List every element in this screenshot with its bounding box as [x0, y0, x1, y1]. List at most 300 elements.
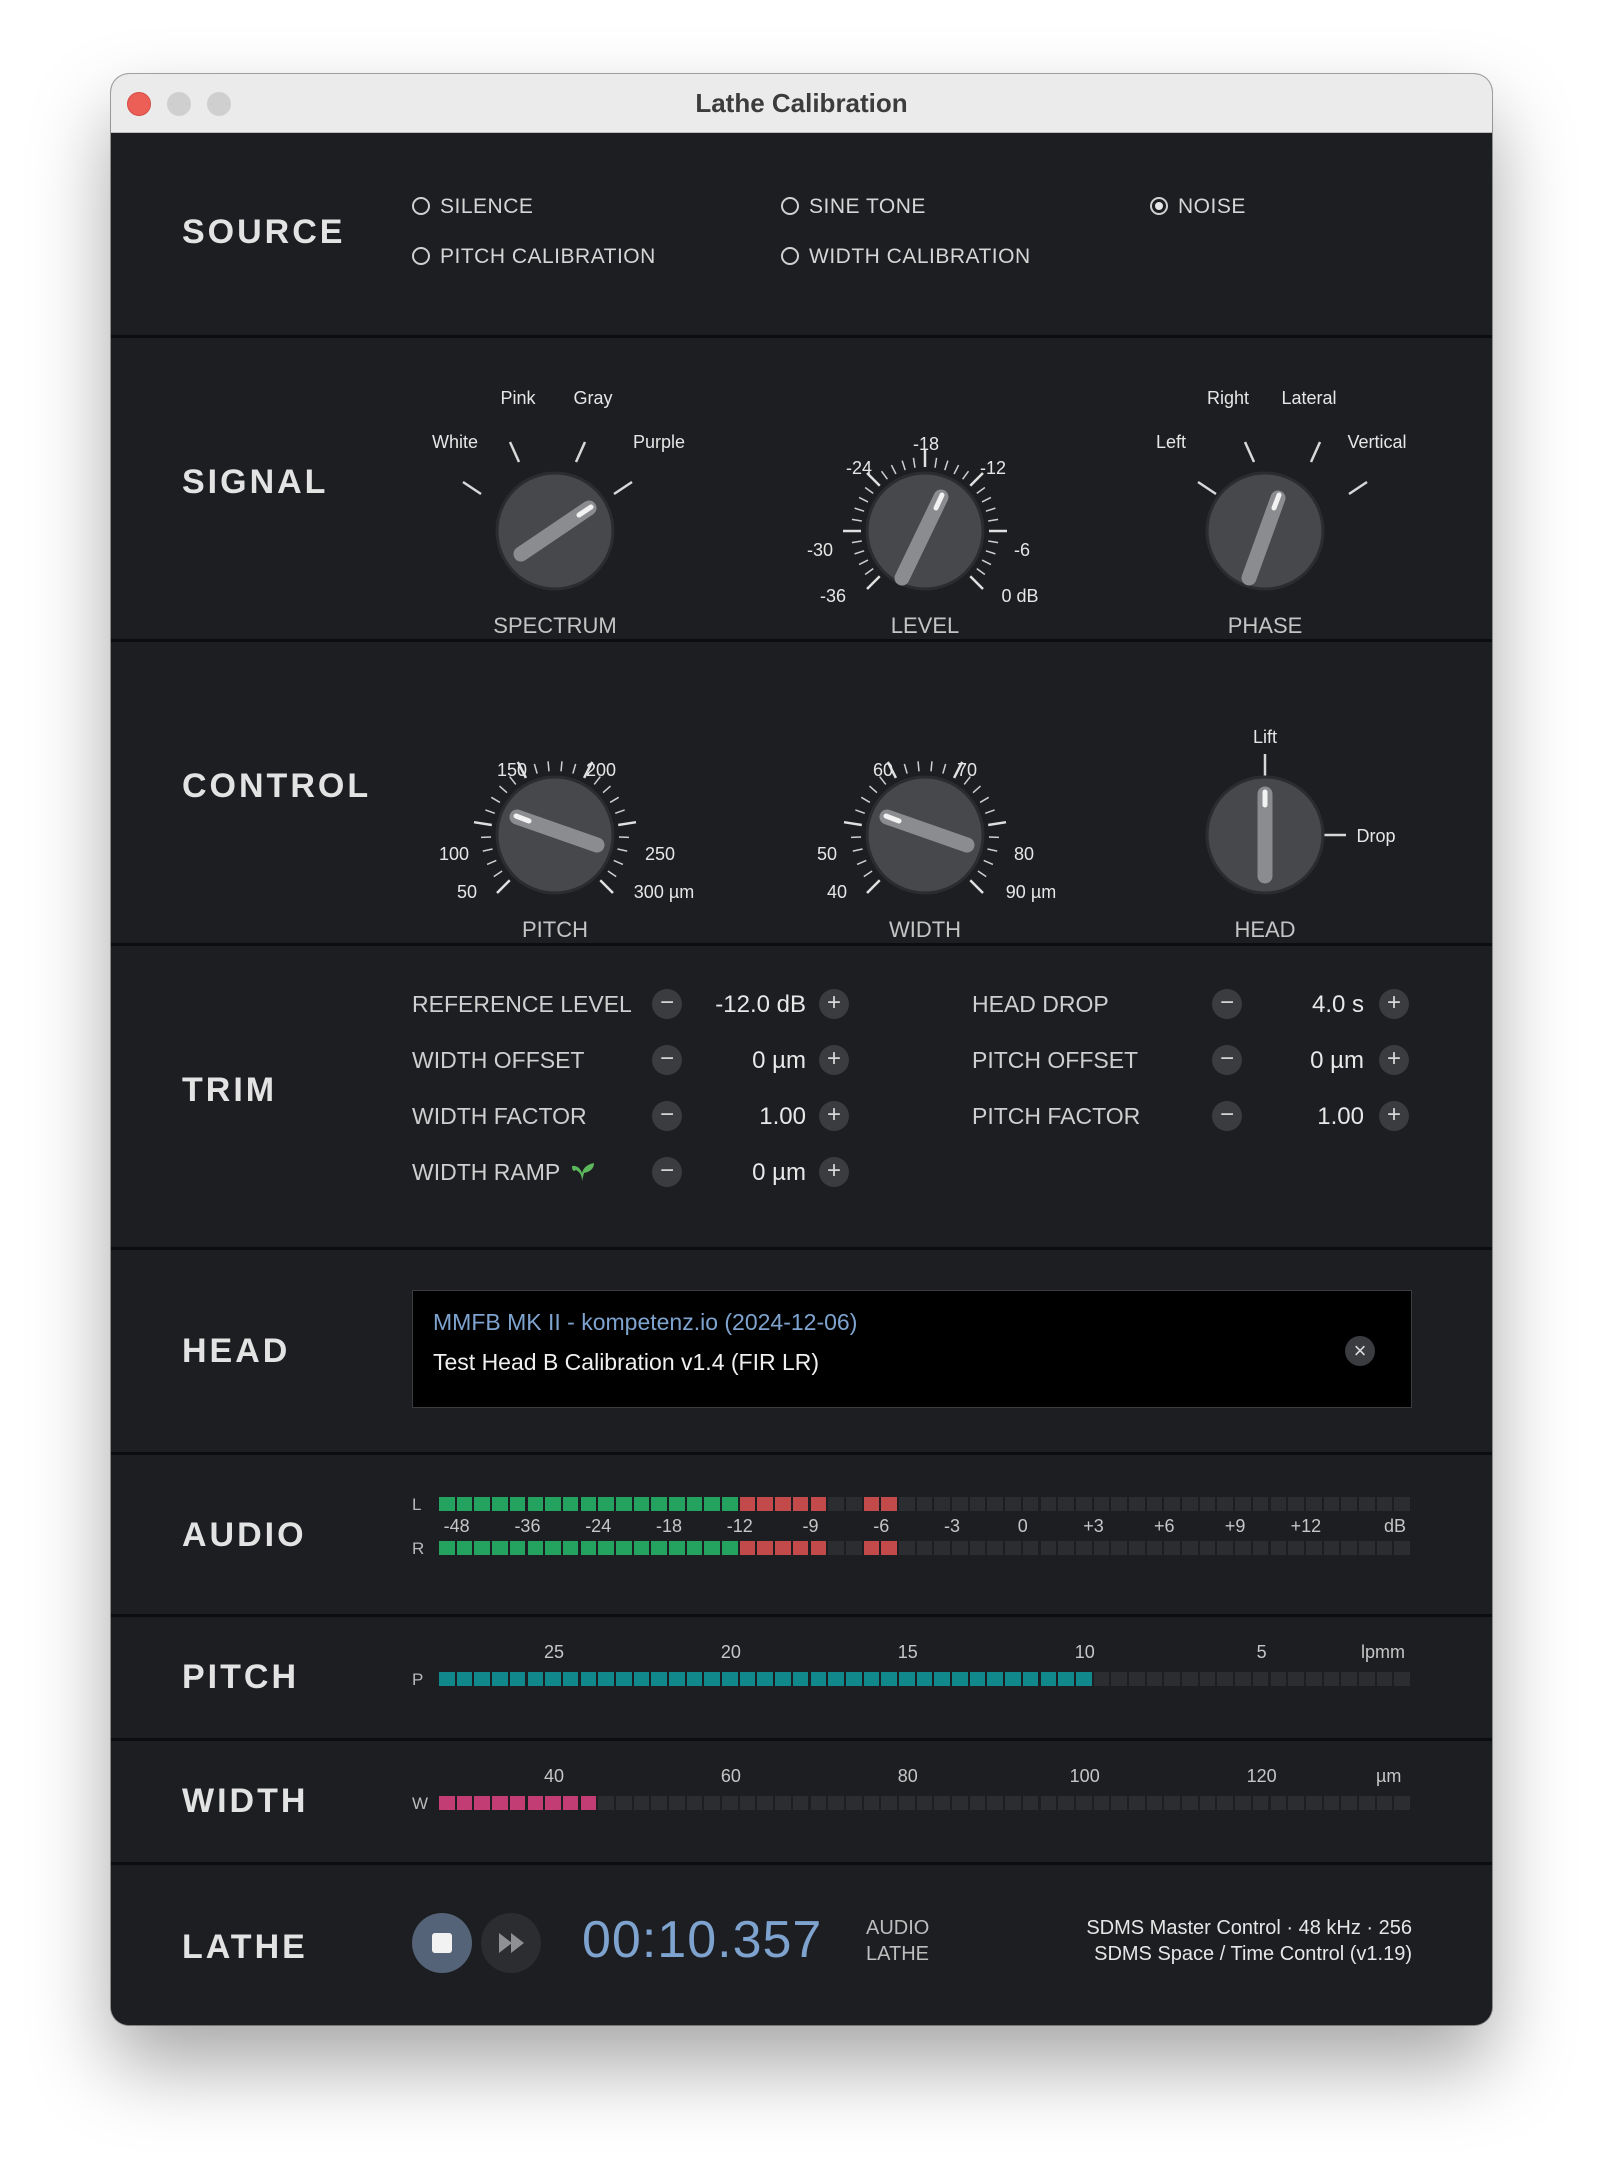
meter-segment [581, 1796, 597, 1810]
scale-label: 15 [897, 1642, 918, 1662]
meter-segment [669, 1541, 685, 1555]
trim-increment-button[interactable]: + [1379, 1045, 1409, 1075]
app-window [111, 74, 1492, 2025]
knob-minor-tick [954, 465, 959, 474]
knob-minor-tick [534, 764, 537, 774]
knob-minor-tick [615, 810, 624, 813]
meter-segment [581, 1497, 597, 1511]
knob-minor-tick [918, 761, 919, 771]
meter-segment [1200, 1796, 1216, 1810]
meter-segment [881, 1497, 897, 1511]
level-knob[interactable] [807, 434, 1039, 638]
trim-decrement-button[interactable]: − [652, 1157, 682, 1187]
meter-segment [1147, 1497, 1163, 1511]
meter-segment [704, 1796, 720, 1810]
knob-minor-tick [864, 871, 872, 877]
meter-segment [881, 1672, 897, 1686]
meter-segment [1377, 1541, 1393, 1555]
pitch-label: PITCH [182, 1658, 299, 1696]
trim-row-label: WIDTH OFFSET [412, 1047, 585, 1073]
meter-segment [864, 1541, 880, 1555]
trim-section [111, 946, 1492, 1250]
knob-minor-tick [902, 461, 905, 471]
meter-segment [1341, 1541, 1357, 1555]
knob-major-tick [988, 822, 1006, 825]
meter-segment [1235, 1796, 1251, 1810]
meter-segment [634, 1497, 650, 1511]
meter-segment [1306, 1672, 1322, 1686]
radio-circle-icon [412, 247, 430, 265]
radio-width-calibration[interactable]: WIDTH CALIBRATION [781, 245, 1031, 269]
trim-increment-button[interactable]: + [819, 989, 849, 1019]
trim-value: 0 µm [752, 1159, 806, 1186]
meter-segment [970, 1672, 986, 1686]
trim-decrement-button[interactable]: − [652, 1045, 682, 1075]
knob-major-tick [474, 822, 492, 825]
meter-segment [1023, 1672, 1039, 1686]
tick-label: Right [1206, 388, 1250, 408]
meter-segment [545, 1796, 561, 1810]
trim-value: -12.0 dB [715, 991, 806, 1018]
meter-segment [1217, 1796, 1233, 1810]
trim-label: TRIM [182, 1071, 278, 1109]
knob-minor-tick [861, 797, 870, 802]
trim-row-label: PITCH FACTOR [972, 1103, 1141, 1129]
meter-segment [439, 1541, 455, 1555]
meter-segment [811, 1796, 827, 1810]
meter-segment [881, 1541, 897, 1555]
engine-info-line2: SDMS Space / Time Control (v1.19) [1094, 1943, 1412, 1965]
knob-minor-tick [610, 797, 619, 802]
pitch-knob[interactable] [439, 760, 694, 942]
fast-forward-button[interactable] [481, 1913, 541, 1973]
meter-segment [811, 1497, 827, 1511]
knob-minor-tick [977, 488, 985, 494]
meter-segment [439, 1796, 455, 1810]
meter-segment [1306, 1796, 1322, 1810]
tick-label: 150 [496, 760, 528, 780]
meter-segment [917, 1497, 933, 1511]
window-title: Lathe Calibration [695, 88, 908, 118]
meter-segment [952, 1541, 968, 1555]
meter-segment [828, 1796, 844, 1810]
meter-segment [1182, 1541, 1198, 1555]
trim-decrement-button[interactable]: − [652, 1101, 682, 1131]
meter-segment [545, 1541, 561, 1555]
meter-segment [1341, 1672, 1357, 1686]
knob-minor-tick [855, 508, 865, 511]
meter-segment [970, 1497, 986, 1511]
meter-segment [651, 1497, 667, 1511]
scale-label: -48 [443, 1516, 470, 1536]
trim-decrement-button[interactable]: − [1212, 1101, 1242, 1131]
meter-segment [1394, 1497, 1410, 1511]
meter-segment [757, 1541, 773, 1555]
meter-segment [987, 1497, 1003, 1511]
knob-minor-tick [882, 471, 888, 479]
knob-minor-tick [963, 471, 969, 479]
head-knob[interactable] [1207, 727, 1396, 942]
meter-segment [987, 1541, 1003, 1555]
meter-segment [1164, 1497, 1180, 1511]
source-section [111, 133, 1492, 338]
radio-sine-tone[interactable]: SINE TONE [781, 195, 926, 219]
radio-silence[interactable]: SILENCE [412, 195, 533, 219]
trim-increment-button[interactable]: + [1379, 989, 1409, 1019]
meter-segment [581, 1541, 597, 1555]
meter-segment [987, 1672, 1003, 1686]
meter-segment [1041, 1497, 1057, 1511]
meter-segment [1058, 1497, 1074, 1511]
scale-label: lpmm [1361, 1642, 1405, 1662]
trim-row-label: WIDTH RAMP [412, 1159, 596, 1186]
tick-label: Left [1155, 432, 1187, 452]
trim-increment-button[interactable]: + [1379, 1101, 1409, 1131]
meter-segment [1129, 1541, 1145, 1555]
knob-minor-tick [617, 849, 627, 851]
meter-segment [1394, 1672, 1410, 1686]
elapsed-time: 00:10.357 [582, 1911, 823, 1969]
meter-segment [545, 1672, 561, 1686]
meter-segment [1394, 1796, 1410, 1810]
trim-increment-button[interactable]: + [819, 1045, 849, 1075]
knob-minor-tick [494, 871, 502, 877]
knob-minor-tick [980, 797, 989, 802]
meter-segment [1094, 1497, 1110, 1511]
tick-label: 300 µm [633, 882, 695, 902]
meter-segment [1235, 1672, 1251, 1686]
meter-segment [811, 1541, 827, 1555]
radio-pitch-calibration[interactable]: PITCH CALIBRATION [412, 245, 656, 269]
meter-segment [651, 1796, 667, 1810]
knob-major-tick [618, 822, 636, 825]
meter-segment [1288, 1541, 1304, 1555]
meter-segment [1111, 1541, 1127, 1555]
meter-segment [1164, 1796, 1180, 1810]
meter-segment [1288, 1497, 1304, 1511]
knob-minor-tick [935, 458, 937, 468]
tick-label: Vertical [1347, 432, 1407, 452]
meter-segment [864, 1796, 880, 1810]
width-knob[interactable] [817, 760, 1056, 942]
trim-decrement-button[interactable]: − [652, 989, 682, 1019]
tick-label: Gray [573, 388, 613, 408]
meter-segment [457, 1672, 473, 1686]
meter-segment [1235, 1541, 1251, 1555]
knob-minor-tick [548, 761, 549, 771]
tick-label: Lift [1252, 727, 1278, 747]
control-knobs [111, 642, 1492, 946]
trim-row-label: WIDTH FACTOR [412, 1103, 587, 1129]
trim-value: 1.00 [1317, 1103, 1364, 1130]
meter-segment [704, 1672, 720, 1686]
meter-segment [1111, 1497, 1127, 1511]
scale-label: 25 [543, 1642, 564, 1662]
meter-segment [1359, 1541, 1375, 1555]
trim-increment-button[interactable]: + [819, 1101, 849, 1131]
meter-segment [1217, 1541, 1233, 1555]
signal-knobs [111, 338, 1492, 642]
tick-label: Lateral [1281, 388, 1337, 408]
knob-minor-tick [483, 849, 493, 851]
head-profile-box[interactable] [412, 1290, 1412, 1408]
engine-info-line1: SDMS Master Control · 48 kHz · 256 [1086, 1917, 1412, 1939]
meter-segment [616, 1672, 632, 1686]
tick-label: -24 [845, 458, 873, 478]
meter-segment [1023, 1541, 1039, 1555]
meter-segment [793, 1497, 809, 1511]
lathe-section [111, 1865, 1492, 2025]
meter-segment [528, 1672, 544, 1686]
meter-segment [1394, 1541, 1410, 1555]
meter-segment [1076, 1541, 1092, 1555]
channel-label-p: P [412, 1670, 424, 1689]
meter-segment [1076, 1672, 1092, 1686]
head-profile-link[interactable]: MMFB MK II - kompetenz.io (2024-12-06) [433, 1309, 858, 1335]
trim-value: 0 µm [752, 1047, 806, 1074]
meter-segment [492, 1796, 508, 1810]
meter-segment [811, 1672, 827, 1686]
stop-button[interactable] [412, 1913, 472, 1973]
meter-segment [510, 1497, 526, 1511]
channel-label-r: R [412, 1539, 425, 1558]
scale-label: -3 [944, 1516, 961, 1536]
trim-decrement-button[interactable]: − [1212, 989, 1242, 1019]
meter-segment [1094, 1672, 1110, 1686]
head-label: HEAD [182, 1332, 291, 1370]
meter-segment [1094, 1796, 1110, 1810]
meter-segment [1306, 1541, 1322, 1555]
knob-minor-tick [985, 810, 994, 813]
scale-label: -9 [802, 1516, 819, 1536]
trim-value: 1.00 [759, 1103, 806, 1130]
knob-minor-tick [987, 849, 997, 851]
meter-segment [704, 1497, 720, 1511]
tick-label: 80 [1013, 844, 1035, 864]
knob-minor-tick [855, 810, 864, 813]
meter-segment [1324, 1541, 1340, 1555]
meter-segment [1271, 1672, 1287, 1686]
meter-segment [687, 1796, 703, 1810]
scale-label: µm [1376, 1766, 1402, 1786]
meter-segment [1182, 1497, 1198, 1511]
scale-label: -12 [726, 1516, 753, 1536]
knob-minor-tick [865, 488, 873, 494]
audio-section [111, 1455, 1492, 1617]
knob-major-tick [867, 880, 880, 893]
trim-decrement-button[interactable]: − [1212, 1045, 1242, 1075]
meter-segment [1129, 1796, 1145, 1810]
stop-icon [432, 1933, 452, 1953]
meter-segment [1359, 1672, 1375, 1686]
meter-segment [1200, 1541, 1216, 1555]
tick-label: 100 [438, 844, 470, 864]
meter-segment [669, 1796, 685, 1810]
meter-segment [1005, 1541, 1021, 1555]
meter-segment [740, 1497, 756, 1511]
pitch-knob-label: PITCH [522, 917, 588, 942]
knob-minor-tick [891, 465, 896, 474]
meter-segment [1041, 1672, 1057, 1686]
meter-segment [1253, 1497, 1269, 1511]
meter-segment [474, 1497, 490, 1511]
meter-segment [1182, 1672, 1198, 1686]
meter-segment [952, 1796, 968, 1810]
meter-segment [1377, 1497, 1393, 1511]
meter-segment [1324, 1796, 1340, 1810]
meter-segment [1111, 1672, 1127, 1686]
meter-segment [1341, 1497, 1357, 1511]
meter-segment [722, 1541, 738, 1555]
phase-knob[interactable] [1156, 388, 1407, 638]
meter-segment [651, 1541, 667, 1555]
meter-segment [687, 1497, 703, 1511]
meter-segment [510, 1672, 526, 1686]
meter-segment [1076, 1796, 1092, 1810]
meter-segment [1041, 1541, 1057, 1555]
meter-segment [952, 1497, 968, 1511]
meter-segment [1058, 1672, 1074, 1686]
meter-segment [828, 1672, 844, 1686]
clear-head-icon[interactable]: × [1345, 1336, 1375, 1366]
meter-segment [704, 1541, 720, 1555]
meter-segment [1377, 1796, 1393, 1810]
meter-segment [598, 1672, 614, 1686]
knob-minor-tick [865, 569, 873, 575]
channel-label-w: W [412, 1794, 429, 1813]
scale-label: -36 [514, 1516, 541, 1536]
spectrum-knob-label: SPECTRUM [493, 613, 617, 638]
knob-minor-tick [857, 860, 866, 864]
meter-segment [775, 1541, 791, 1555]
lathe-label: LATHE [182, 1928, 308, 1966]
meter-segment [457, 1497, 473, 1511]
control-section [111, 642, 1492, 946]
meter-segment [634, 1796, 650, 1810]
meter-segment [439, 1672, 455, 1686]
meter-segment [492, 1497, 508, 1511]
scale-label: -24 [585, 1516, 612, 1536]
meter-segment [1058, 1796, 1074, 1810]
meter-segment [616, 1541, 632, 1555]
spectrum-knob[interactable] [432, 388, 685, 638]
scale-label: 0 [1017, 1516, 1028, 1536]
knob-minor-tick [988, 541, 998, 543]
meter-segment [1129, 1672, 1145, 1686]
meter-segment [864, 1672, 880, 1686]
meter-segment [687, 1541, 703, 1555]
meter-segment [970, 1541, 986, 1555]
meter-segment [474, 1541, 490, 1555]
knob-minor-tick [931, 761, 932, 771]
meter-segment [651, 1672, 667, 1686]
title-bar [111, 74, 1492, 133]
meter-segment [1111, 1796, 1127, 1810]
meter-segment [934, 1672, 950, 1686]
meter-segment [917, 1672, 933, 1686]
tick-label: -30 [806, 540, 834, 560]
knob-minor-tick [499, 786, 507, 793]
tick-label: Pink [500, 388, 536, 408]
meter-segment [899, 1541, 915, 1555]
meter-segment [793, 1672, 809, 1686]
meter-segment [563, 1796, 579, 1810]
meter-segment [775, 1796, 791, 1810]
meter-segment [775, 1497, 791, 1511]
meter-segment [439, 1497, 455, 1511]
meter-segment [528, 1497, 544, 1511]
knob-minor-tick [561, 761, 562, 771]
tick-label: 50 [456, 882, 478, 902]
pitch-section [111, 1617, 1492, 1741]
meter-segment [545, 1497, 561, 1511]
tick-label: 40 [826, 882, 848, 902]
scale-label: +12 [1290, 1516, 1322, 1536]
control-label: CONTROL [182, 767, 372, 805]
mode-audio: AUDIO [866, 1917, 930, 1939]
meter-segment [1271, 1541, 1287, 1555]
meter-segment [598, 1497, 614, 1511]
meter-segment [616, 1497, 632, 1511]
trim-value: 4.0 s [1311, 991, 1364, 1018]
knob-minor-tick [984, 860, 993, 864]
meter-segment [510, 1796, 526, 1810]
meter-segment [1271, 1497, 1287, 1511]
knob-minor-tick [978, 871, 986, 877]
meter-segment [1235, 1497, 1251, 1511]
knob-minor-tick [573, 764, 576, 774]
tick-label: -18 [912, 434, 940, 454]
knob-minor-tick [943, 764, 946, 774]
meter-segment [1147, 1672, 1163, 1686]
scale-label: -18 [655, 1516, 682, 1536]
tick-label: 60 [872, 760, 894, 780]
meter-segment [1306, 1497, 1322, 1511]
meter-segment [917, 1541, 933, 1555]
knob-minor-tick [973, 786, 981, 793]
meter-segment [634, 1672, 650, 1686]
trim-increment-button[interactable]: + [819, 1157, 849, 1187]
knob-minor-tick [869, 786, 877, 793]
scale-label: dB [1384, 1516, 1407, 1536]
meter-segment [828, 1541, 844, 1555]
source-label: SOURCE [182, 213, 346, 251]
knob-minor-tick [904, 764, 907, 774]
meter-segment [899, 1672, 915, 1686]
meter-segment [1217, 1497, 1233, 1511]
trim-row-label: HEAD DROP [972, 991, 1109, 1017]
knob-minor-tick [913, 458, 915, 468]
knob-minor-tick [852, 519, 862, 521]
trim-row-label: PITCH OFFSET [972, 1047, 1139, 1073]
meter-segment [881, 1796, 897, 1810]
knob-minor-tick [853, 849, 863, 851]
meter-segment [970, 1796, 986, 1810]
meter-segment [1005, 1497, 1021, 1511]
knob-minor-tick [608, 871, 616, 877]
tick-label: -12 [979, 458, 1007, 478]
meter-segment [740, 1672, 756, 1686]
meter-segment [563, 1541, 579, 1555]
meter-segment [722, 1796, 738, 1810]
meter-segment [1324, 1672, 1340, 1686]
knob-minor-tick [614, 860, 623, 864]
scale-label: 5 [1256, 1642, 1267, 1662]
tick-label: -36 [819, 586, 847, 606]
meter-segment [1217, 1672, 1233, 1686]
knob-minor-tick [852, 541, 862, 543]
radio-noise[interactable]: NOISE [1150, 195, 1246, 219]
